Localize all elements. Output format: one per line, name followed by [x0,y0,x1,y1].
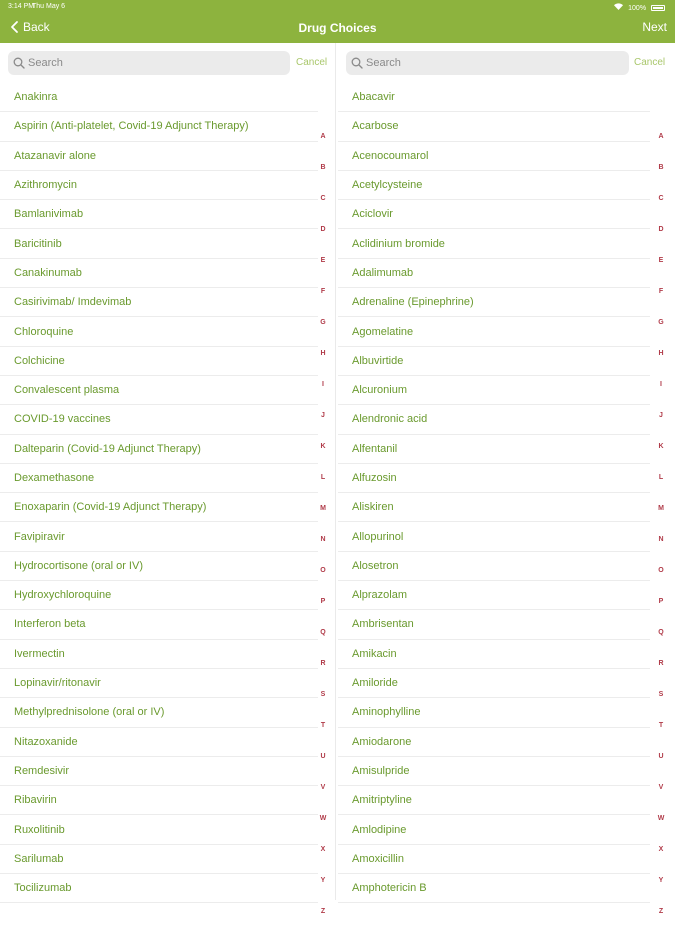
battery-icon [651,5,665,11]
back-label: Back [23,20,50,34]
index-letter[interactable]: L [320,474,326,481]
list-item[interactable]: Agomelatine [338,317,650,346]
right-search-row [338,51,675,75]
list-item[interactable]: Allopurinol [338,522,650,551]
index-letter[interactable]: O [320,567,326,574]
index-letter[interactable]: W [657,815,665,822]
left-search-box[interactable] [8,51,290,75]
left-search-row [0,51,335,75]
next-button[interactable]: Next [642,20,667,34]
left-alpha-index[interactable] [316,133,330,939]
list-item[interactable]: Amisulpride [338,757,650,786]
list-item[interactable]: Alendronic acid [338,405,650,434]
left-search-input[interactable] [28,57,248,69]
list-item[interactable]: Canakinumab [0,259,318,288]
index-letter[interactable]: C [320,195,326,202]
index-letter[interactable]: Z [320,908,326,915]
list-item[interactable]: Alcuronium [338,376,650,405]
index-letter[interactable]: H [320,350,326,357]
index-letter[interactable]: Z [658,908,664,915]
right-search-box[interactable] [346,51,629,75]
list-item[interactable]: Abacavir [338,83,650,112]
index-letter[interactable]: V [320,784,326,791]
list-item[interactable]: Ribavirin [0,786,318,815]
right-search-input[interactable] [366,57,586,69]
list-item[interactable]: Amitriptyline [338,786,650,815]
index-letter[interactable]: R [658,660,664,667]
list-item[interactable]: Sarilumab [0,845,318,874]
index-letter[interactable]: V [658,784,664,791]
list-item[interactable]: Chloroquine [0,317,318,346]
list-item[interactable]: Dalteparin (Covid-19 Adjunct Therapy) [0,435,318,464]
list-item[interactable]: Bamlanivimab [0,200,318,229]
index-letter[interactable]: Q [320,629,326,636]
index-letter[interactable]: N [658,536,664,543]
list-item[interactable]: Acetylcysteine [338,171,650,200]
right-cancel-button[interactable]: Cancel [634,57,666,68]
index-letter[interactable]: W [319,815,327,822]
list-item[interactable]: Methylprednisolone (oral or IV) [0,698,318,727]
status-date: Thu May 6 [32,3,66,10]
search-icon [351,57,363,69]
index-letter[interactable]: X [658,846,664,853]
list-item[interactable]: Adrenaline (Epinephrine) [338,288,650,317]
nav-bar [0,14,675,43]
list-item[interactable]: Albuvirtide [338,347,650,376]
list-item[interactable]: Dexamethasone [0,464,318,493]
index-letter[interactable]: I [660,381,662,388]
index-letter[interactable]: G [658,319,664,326]
list-item[interactable]: Alfentanil [338,435,650,464]
list-item[interactable]: Acarbose [338,112,650,141]
list-item[interactable]: Amoxicillin [338,845,650,874]
list-item[interactable]: Baricitinib [0,229,318,258]
index-letter[interactable]: G [320,319,326,326]
index-letter[interactable]: J [321,412,325,419]
index-letter[interactable]: O [658,567,664,574]
list-item[interactable]: Azithromycin [0,171,318,200]
index-letter[interactable]: D [320,226,326,233]
list-item[interactable]: Amikacin [338,640,650,669]
index-letter[interactable]: R [320,660,326,667]
list-item[interactable]: Acenocoumarol [338,142,650,171]
list-item[interactable]: Ivermectin [0,640,318,669]
list-item[interactable]: Amiodarone [338,728,650,757]
index-letter[interactable]: K [320,443,326,450]
index-letter[interactable]: K [658,443,664,450]
list-item[interactable]: Aspirin (Anti-platelet, Covid-19 Adjunct Therapy) [0,112,318,141]
status-time: 3:14 PM [8,3,35,10]
index-letter[interactable]: F [320,288,326,295]
list-item[interactable]: Alfuzosin [338,464,650,493]
status-bar [0,0,675,14]
index-letter[interactable]: P [658,598,664,605]
right-pane [338,43,675,915]
index-letter[interactable]: P [320,598,326,605]
list-item[interactable]: Hydroxychloroquine [0,581,318,610]
list-item[interactable]: Atazanavir alone [0,142,318,171]
battery-percent: 100% [628,5,647,12]
index-letter[interactable]: A [320,133,326,140]
list-item[interactable]: Aciclovir [338,200,650,229]
right-alpha-index[interactable] [654,133,668,939]
index-letter[interactable]: F [658,288,664,295]
page-title: Drug Choices [298,21,377,35]
list-item[interactable]: Nitazoxanide [0,728,318,757]
list-item[interactable]: Lopinavir/ritonavir [0,669,318,698]
index-letter[interactable]: X [320,846,326,853]
index-letter[interactable]: M [658,505,664,512]
list-item[interactable]: Aminophylline [338,698,650,727]
index-letter[interactable]: B [658,164,664,171]
index-letter[interactable]: I [322,381,324,388]
index-letter[interactable]: L [658,474,664,481]
list-item[interactable]: Enoxaparin (Covid-19 Adjunct Therapy) [0,493,318,522]
left-cancel-button[interactable]: Cancel [296,57,328,68]
index-letter[interactable]: E [658,257,664,264]
list-item[interactable]: COVID-19 vaccines [0,405,318,434]
index-letter[interactable]: M [320,505,326,512]
list-item[interactable]: Alprazolam [338,581,650,610]
index-letter[interactable]: Y [320,877,326,884]
index-letter[interactable]: U [658,753,664,760]
list-item[interactable]: Hydrocortisone (oral or IV) [0,552,318,581]
index-letter[interactable]: S [658,691,664,698]
list-item[interactable]: Interferon beta [0,610,318,639]
list-item[interactable]: Amphotericin B [338,874,650,903]
list-item[interactable]: Ambrisentan [338,610,650,639]
list-item[interactable]: Aclidinium bromide [338,229,650,258]
list-item[interactable]: Remdesivir [0,757,318,786]
index-letter[interactable]: T [320,722,326,729]
status-right [614,3,665,12]
index-letter[interactable]: C [658,195,664,202]
list-item[interactable]: Amiloride [338,669,650,698]
list-item[interactable]: Aliskiren [338,493,650,522]
index-letter[interactable]: E [320,257,326,264]
list-item[interactable]: Tocilizumab [0,874,318,903]
index-letter[interactable]: T [658,722,664,729]
index-letter[interactable]: A [658,133,664,140]
list-item[interactable]: Alosetron [338,552,650,581]
list-item[interactable]: Casirivimab/ Imdevimab [0,288,318,317]
list-item[interactable]: Anakinra [0,83,318,112]
index-letter[interactable]: B [320,164,326,171]
index-letter[interactable]: S [320,691,326,698]
list-item[interactable]: Adalimumab [338,259,650,288]
search-icon [13,57,25,69]
list-item[interactable]: Colchicine [0,347,318,376]
index-letter[interactable]: D [658,226,664,233]
list-item[interactable]: Convalescent plasma [0,376,318,405]
list-item[interactable]: Favipiravir [0,522,318,551]
index-letter[interactable]: H [658,350,664,357]
index-letter[interactable]: Y [658,877,664,884]
left-drug-list [0,83,318,903]
index-letter[interactable]: J [659,412,663,419]
right-drug-list [338,83,650,903]
list-item[interactable]: Amlodipine [338,815,650,844]
left-pane [0,43,336,915]
list-item[interactable]: Ruxolitinib [0,815,318,844]
wifi-icon [614,3,623,12]
index-letter[interactable]: Q [658,629,664,636]
index-letter[interactable]: U [320,753,326,760]
index-letter[interactable]: N [320,536,326,543]
